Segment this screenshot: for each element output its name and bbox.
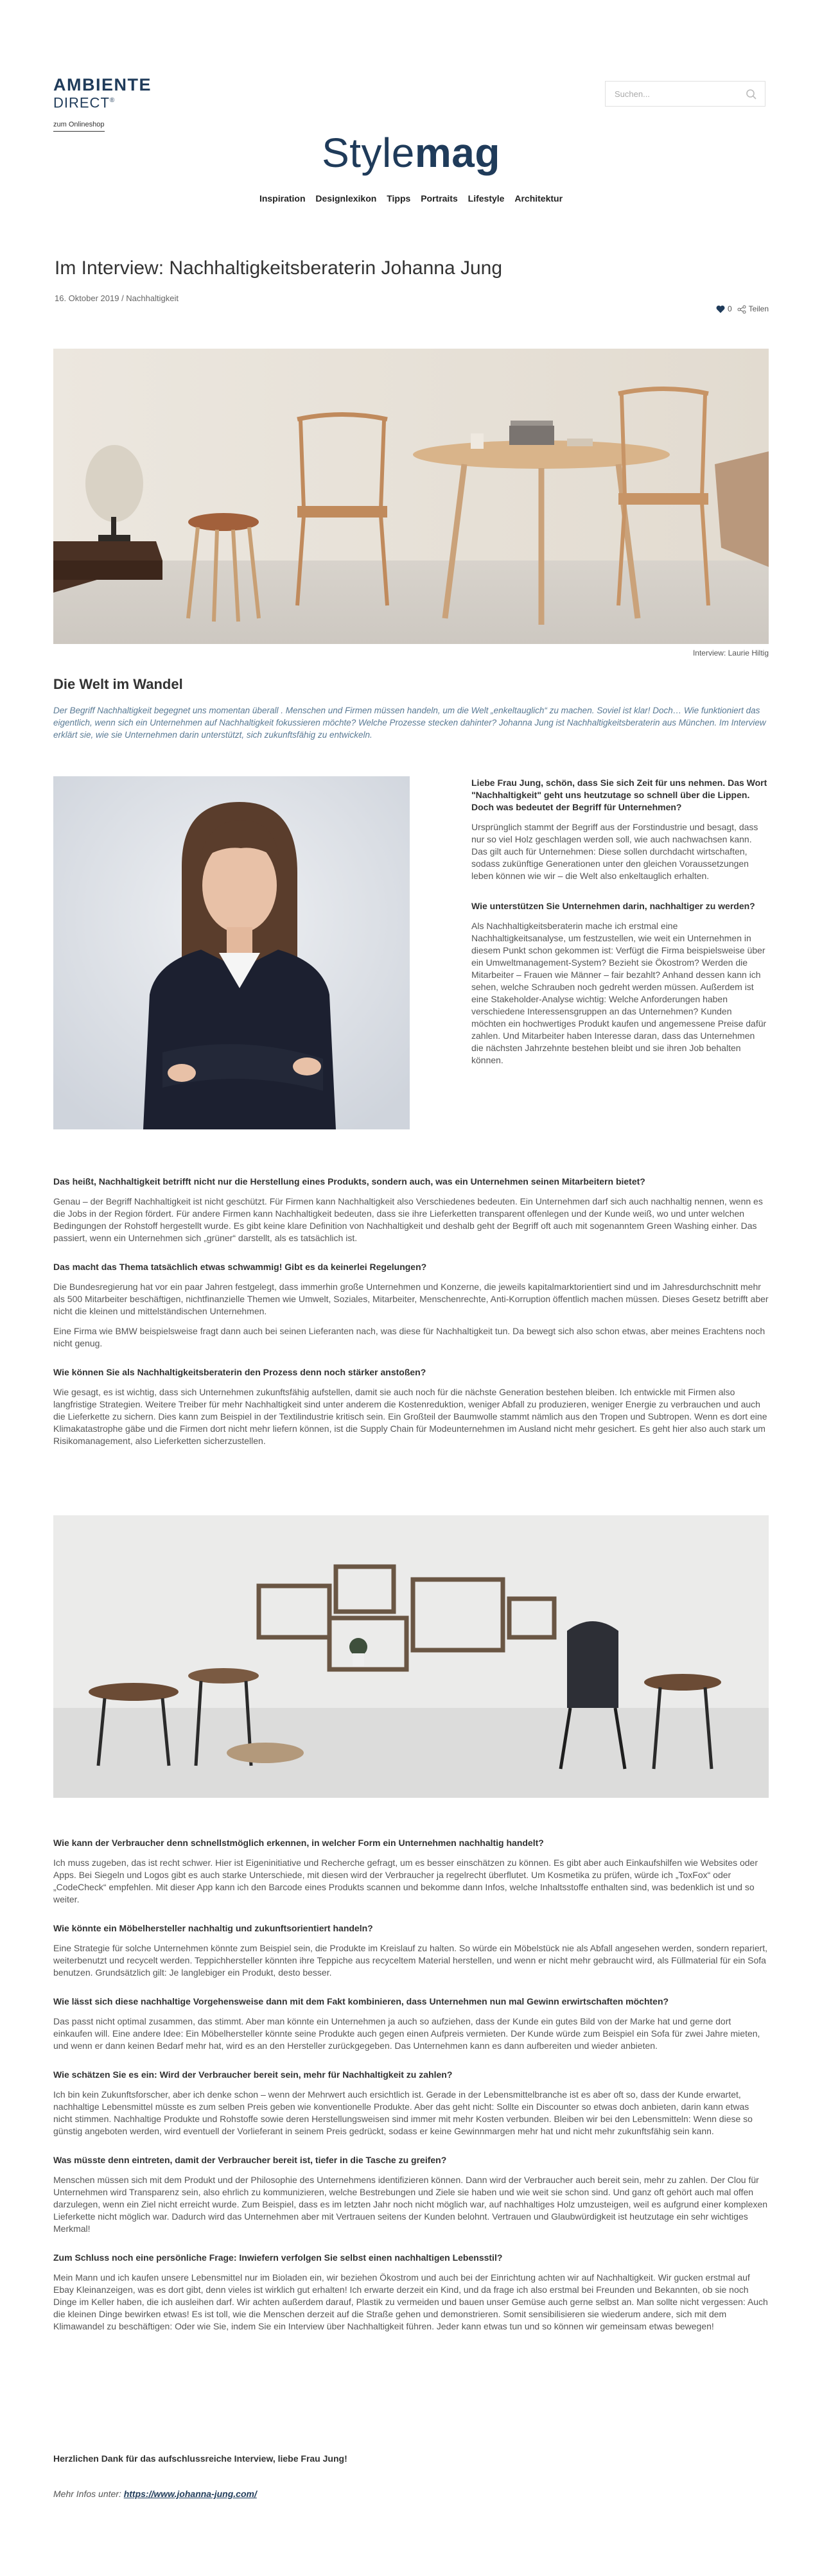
onlineshop-link[interactable]: zum Onlineshop — [53, 120, 105, 132]
question-7: Wie könnte ein Möbelhersteller nachhaltig und zukunftsorientiert handeln? — [53, 1923, 373, 1933]
answer-11: Mein Mann und ich kaufen unsere Lebensmittel nur im Bioladen ein, wir beziehen Ökostrom und auch bei der Einrichtung achten wir auf Nachhaltigkeit. Wir gucken erstmal auf Ebay Kleinanzeigen, was es dort gibt, denn vieles ist wirklich gut erhalten! Ich erwarte derzeit ein Kind, und da frage ich also erstmal bei Freunden und Bekannten, ob sie noch Dinge im Keller haben, die ich ausleihen darf. Wir achten außerdem darauf, Plastik zu vermeiden und bauen unser Gemüse auch gerne selbst an. Man sollte nicht vergessen: Auch die kleinen Dinge bewirken etwas! Es ist toll, wie die Menschen derzeit auf die Straße gehen und demonstrieren. Somit sensibilisieren sie wiederum andere, sich mit dem Klimawandel zu beschäftigen: Oder wie Sie, indem Sie ein Interview über Nachhaltigkeit führen. Jeder kann etwas tun und so können wir gemeinsam etwas bewegen! — [53, 2272, 768, 2331]
share-button[interactable] — [737, 304, 769, 315]
like-count: 0 — [727, 304, 732, 313]
hero-image — [53, 349, 769, 644]
nav-item-architektur[interactable]: Architektur — [514, 193, 563, 204]
portrait-image — [53, 776, 410, 1129]
article-title: Im Interview: Nachhaltigkeitsberaterin Johanna Jung — [55, 257, 503, 279]
furniture-illustration — [53, 1515, 769, 1798]
more-info-prefix: Mehr Infos unter: — [53, 2489, 124, 2499]
heart-icon — [716, 305, 725, 313]
logo-line1: AMBIENTE — [53, 75, 152, 94]
answer-3: Genau – der Begriff Nachhaltigkeit ist nicht geschützt. Für Firmen kann Nachhaltigkeit also Verschiedenes bedeuten. Ein Unternehmen darf sich auch nachhaltig nennen, wenn es die Jobs in der Region fördert. Für andere Firmen kann Nachhaltigkeit bedeuten, dass sie ihre Lieferketten transparent offenlegen und der Kunde weiß, wo und unter welchen Bedingungen der Rohstoff hergestellt wurde. Es gibt keine klare Definition von Nachhaltigkeit und deshalb geht der Begriff oft auch mit sogenanntem Green Washing einher. Das passiert, wenn ein Unternehmen sich „grüner“ darstellt, als es tatsächlich ist. — [53, 1196, 763, 1243]
answer-2: Als Nachhaltigkeitsberaterin mache ich erstmal eine Nachhaltigkeitsanalyse, um festzustellen, wie weit ein Unternehmen in diesem Punkt schon gekommen ist: Verfügt die Firma beispielsweise über ein Umweltmanagement-System? Bezieht sie Ökostrom? Werden die Mitarbeiter – Frauen wie Männer – fair bezahlt? Anhand dessen kann ich sehen, welche Schrauben noch gedreht werden müssen. Außerdem ist eine Stakeholder-Analyse wichtig: Welche Anforderungen haben verschiedene Interessensgruppen an das Unternehmen? Kunden möchten ein hochwertiges Produkt kaufen und angemessene Preise dafür zahlen. Und Mitarbeiter haben Interesse daran, dass das Unternehmen die nächsten Jahrzehnte bestehen bleibt und sie ihren Job behalten können. — [471, 921, 767, 1065]
logo-line2 — [53, 94, 162, 110]
answer-10: Menschen müssen sich mit dem Produkt und der Philosophie des Unternehmens identifizieren können. Dann wird der Verbraucher auch bereit sein, mehr zu zahlen. Der Clou für Unternehmen wird Transparenz sein, also ehrlich zu kommunizieren, welche Bestrebungen und Ziele sie haben und wie weit sie schon sind. Und ganz oft gehört auch mal offen darzulegen, wenn ein Ziel nicht erreicht wurde. Zum Beispiel, dass es im letzten Jahr noch nicht möglich war, auf nachhaltiges Holz umzusteigen, weil es aufgrund einer komplexen Lieferkette nicht möglich war. Dadurch wird das Unternehmen aber mit Vertrauen seitens der Kunden belohnt. Vertrauen und Glaubwürdigkeit ist heutzutage ein sehr wichtiges Merkmal! — [53, 2175, 768, 2234]
interview-block-2 — [53, 1837, 769, 2340]
nav-item-inspiration[interactable]: Inspiration — [259, 193, 306, 204]
website-link[interactable]: https://www.johanna-jung.com/ — [123, 2489, 257, 2499]
question-6: Wie kann der Verbraucher denn schnellstmöglich erkennen, in welcher Form ein Unternehmen nachhaltig handelt? — [53, 1838, 544, 1848]
logo-registered-mark: ® — [109, 97, 116, 104]
answer-4a: Die Bundesregierung hat vor ein paar Jahren festgelegt, dass immerhin große Unternehmen und Konzerne, die jeweils kapitalmarktorientiert sind und im Jahresdurchschnitt mehr als 500 Mitarbeiter beschäftigen, nichtfinanzielle Themen wie Umwelt, Soziales, Mitarbeiter, Menschenrechte, Anti-Korruption öffentlich machen müssen. Dieses Gesetz betrifft aber nicht die kleinen und mittelständischen Unternehmen. — [53, 1282, 769, 1316]
stylemag-title[interactable] — [0, 127, 822, 178]
nav-item-portraits[interactable]: Portraits — [421, 193, 458, 204]
share-icon — [737, 305, 746, 314]
search-input[interactable] — [606, 82, 734, 106]
portrait-illustration — [53, 776, 410, 1129]
question-10: Was müsste denn eintreten, damit der Verbraucher bereit ist, tiefer in die Tasche zu greifen? — [53, 2155, 447, 2165]
question-3: Das heißt, Nachhaltigkeit betrifft nicht nur die Herstellung eines Produkts, sondern auch, was ein Unternehmen seinen Mitarbeitern bietet? — [53, 1176, 645, 1187]
question-1: Liebe Frau Jung, schön, dass Sie sich Zeit für uns nehmen. Das Wort "Nachhaltigkeit" geht uns heutzutage so schnell über die Lippen. Doch was bedeutet der Begriff für Unternehmen? — [471, 778, 767, 812]
search-icon[interactable] — [746, 89, 757, 100]
question-2: Wie unterstützen Sie Unternehmen darin, nachhaltiger zu werden? — [471, 901, 755, 911]
question-9: Wie schätzen Sie es ein: Wird der Verbraucher bereit sein, mehr für Nachhaltigkeit zu zahlen? — [53, 2069, 453, 2080]
article-meta: 16. Oktober 2019 / Nachhaltigkeit — [55, 293, 179, 303]
like-button[interactable] — [716, 304, 732, 315]
hero-caption: Interview: Laurie Hiltig — [692, 648, 769, 657]
nav-item-lifestyle[interactable]: Lifestyle — [468, 193, 505, 204]
answer-1: Ursprünglich stammt der Begriff aus der Forstindustrie und besagt, dass nur so viel Holz geschlagen werden soll, wie auch nachwachsen kann. Das gilt auch für Unternehmen: Diese sollen durchdacht wirtschaften, sodass zukünftige Generationen unter den gleichen Voraussetzungen leben können wie wir – die Welt also enkeltauglich erhalten. — [471, 822, 758, 881]
interview-block-1 — [53, 1176, 769, 1455]
answer-5: Wie gesagt, es ist wichtig, dass sich Unternehmen zukunftsfähig aufstellen, damit sie auch noch für die nächste Generation bestehen bleiben. Ich entwickle mit Firmen also langfristige Strategien. Weitere Treiber für mehr Nachhaltigkeit sind unter anderem die Kostenreduktion, weniger Abfall zu produzieren, weniger Energie zu verbrauchen und auch die Lieferkette zu sichern. Dies kann zum Beispiel in der Textilindustrie kritisch sein. Ein Großteil der Baumwolle stammt nämlich aus den Tropen und Subtropen. Wenn es dort eine Klimakatastrophe gäbe und die Firmen dort nicht mehr liefern können, ist die Supply Chain für Modeunternehmen im Ausland nicht mehr gesichert. Es geht hier also auch stark um Risikomanagement, also Lieferketten sicherzustellen. — [53, 1387, 767, 1446]
answer-7: Eine Strategie für solche Unternehmen könnte zum Beispiel sein, die Produkte im Kreislauf zu halten. So würde ein Möbelstück nie als Abfall angesehen werden, sondern repariert, weiterbenutzt und recycelt werden. Teppichhersteller könnten ihre Teppiche aus recyceltem Material herstellen, und wenn er nicht mehr gebraucht wird, als Füllmaterial für ein Sofa benutzen. Grundsätzlich gilt: Je langlebiger ein Produkt, desto besser. — [53, 1943, 768, 1978]
intro-text: Der Begriff Nachhaltigkeit begegnet uns momentan überall . Menschen und Firmen müssen handeln, um die Welt „enkeltauglich“ zu machen. Soviel ist klar! Doch… Wie funktioniert das eigentlich, wenn sich ein Unternehmen auf Nachhaltigkeit fokussieren möchte? Welche Prozesse stecken dahinter? Johanna Jung ist Nachhaltigkeitsberaterin aus München. Im Interview erklärt sie, wie sie Unternehmen darin unterstützt, sich zukunftsfähig zu entwickeln. — [53, 706, 766, 740]
nav-item-tipps[interactable]: Tipps — [387, 193, 411, 204]
more-info — [53, 2487, 257, 2500]
brand-part1: Style — [322, 130, 415, 176]
nav-item-designlexikon[interactable]: Designlexikon — [315, 193, 377, 204]
answer-4b: Eine Firma wie BMW beispielsweise fragt dann auch bei seinen Lieferanten nach, was diese für Nachhaltigkeit tun. Da bewegt sich also schon etwas, aber meines Erachtens noch nicht genug. — [53, 1326, 765, 1348]
furniture-image — [53, 1515, 769, 1798]
share-label: Teilen — [748, 304, 769, 313]
closing-thanks: Herzlichen Dank für das aufschlussreiche Interview, liebe Frau Jung! — [53, 2453, 347, 2464]
hero-furniture-illustration — [53, 349, 769, 644]
question-5: Wie können Sie als Nachhaltigkeitsberaterin den Prozess denn noch stärker anstoßen? — [53, 1367, 426, 1377]
search-box — [605, 81, 765, 107]
answer-6: Ich muss zugeben, das ist recht schwer. Hier ist Eigeninitiative und Recherche gefragt, um es besser einschätzen zu können. Es gibt aber auch Einkaufshilfen wie Websites oder Apps. Bei Siegeln und Logos gibt es auch starke Unterschiede, mit diesen wird der Verbraucher ja regelrecht überflutet. Um Kosmetika zu prüfen, würde ich „ToxFox“ oder „CodeCheck“ empfehlen. Mit dieser App kann ich den Barcode eines Produkts scannen und bekomme dann Infos, welche Inhaltsstoffe enthalten sind, was bedenklich ist und so weiter. — [53, 1858, 758, 1904]
interview-side-column — [471, 777, 769, 1084]
brand-part2: mag — [414, 130, 500, 176]
question-8: Wie lässt sich diese nachhaltige Vorgehensweise dann mit dem Fakt kombinieren, dass Unternehmen nun mal Gewinn erwirtschaften möchten? — [53, 1996, 669, 2006]
logo-line2-text: DIRECT — [53, 94, 110, 111]
answer-8: Das passt nicht optimal zusammen, das stimmt. Aber man könnte ein Unternehmen ja auch so aufziehen, dass der Kunde ein gutes Bild von der Marke hat und gerne dort einkaufen will. Eine andere Idee: Ein Möbelhersteller könnte seine Produkte auch gegen einen Aufpreis vermieten. Der Kunde würde zum Beispiel ein Sofa für zwei Jahre mieten, und wenn er dann keinen Bedarf mehr hat, wird es an den Hersteller zurückgegeben. Das Unternehmen kann es dann aufbereiten und wieder anbieten. — [53, 2016, 760, 2051]
section-heading: Die Welt im Wandel — [53, 676, 183, 692]
social-bar — [716, 304, 769, 315]
brand-logo[interactable] — [53, 76, 162, 110]
answer-9: Ich bin kein Zukunftsforscher, aber ich denke schon – wenn der Mehrwert auch ersichtlich ist. Gerade in der Lebensmittelbranche ist es aber oft so, dass der Kunde erwartet, nachhaltige Lebensmittel müsste es zum selben Preis geben wie konventionelle Produkte. Aber das geht nicht: Sollte ein Discounter so etwas doch anbieten, darin kann etwas nicht stimmen. Nachhaltige Produkte und Rohstoffe sowie deren Herstellungsweisen sind immer mit mehr Kosten verbunden. Bleiben wir bei den Lebensmitteln: Wenn diese so günstig angeboten werden, wird eventuell der Vorlieferant in seinem Preis gedrückt, sodass er keine Gewinnmargen mehr hat und nicht mehr zukunftsfähig sein kann. — [53, 2089, 753, 2136]
question-11: Zum Schluss noch eine persönliche Frage: Inwiefern verfolgen Sie selbst einen nachhaltigen Lebensstil? — [53, 2252, 503, 2263]
question-4: Das macht das Thema tatsächlich etwas schwammig! Gibt es da keinerlei Regelungen? — [53, 1262, 427, 1272]
main-nav — [0, 192, 822, 205]
